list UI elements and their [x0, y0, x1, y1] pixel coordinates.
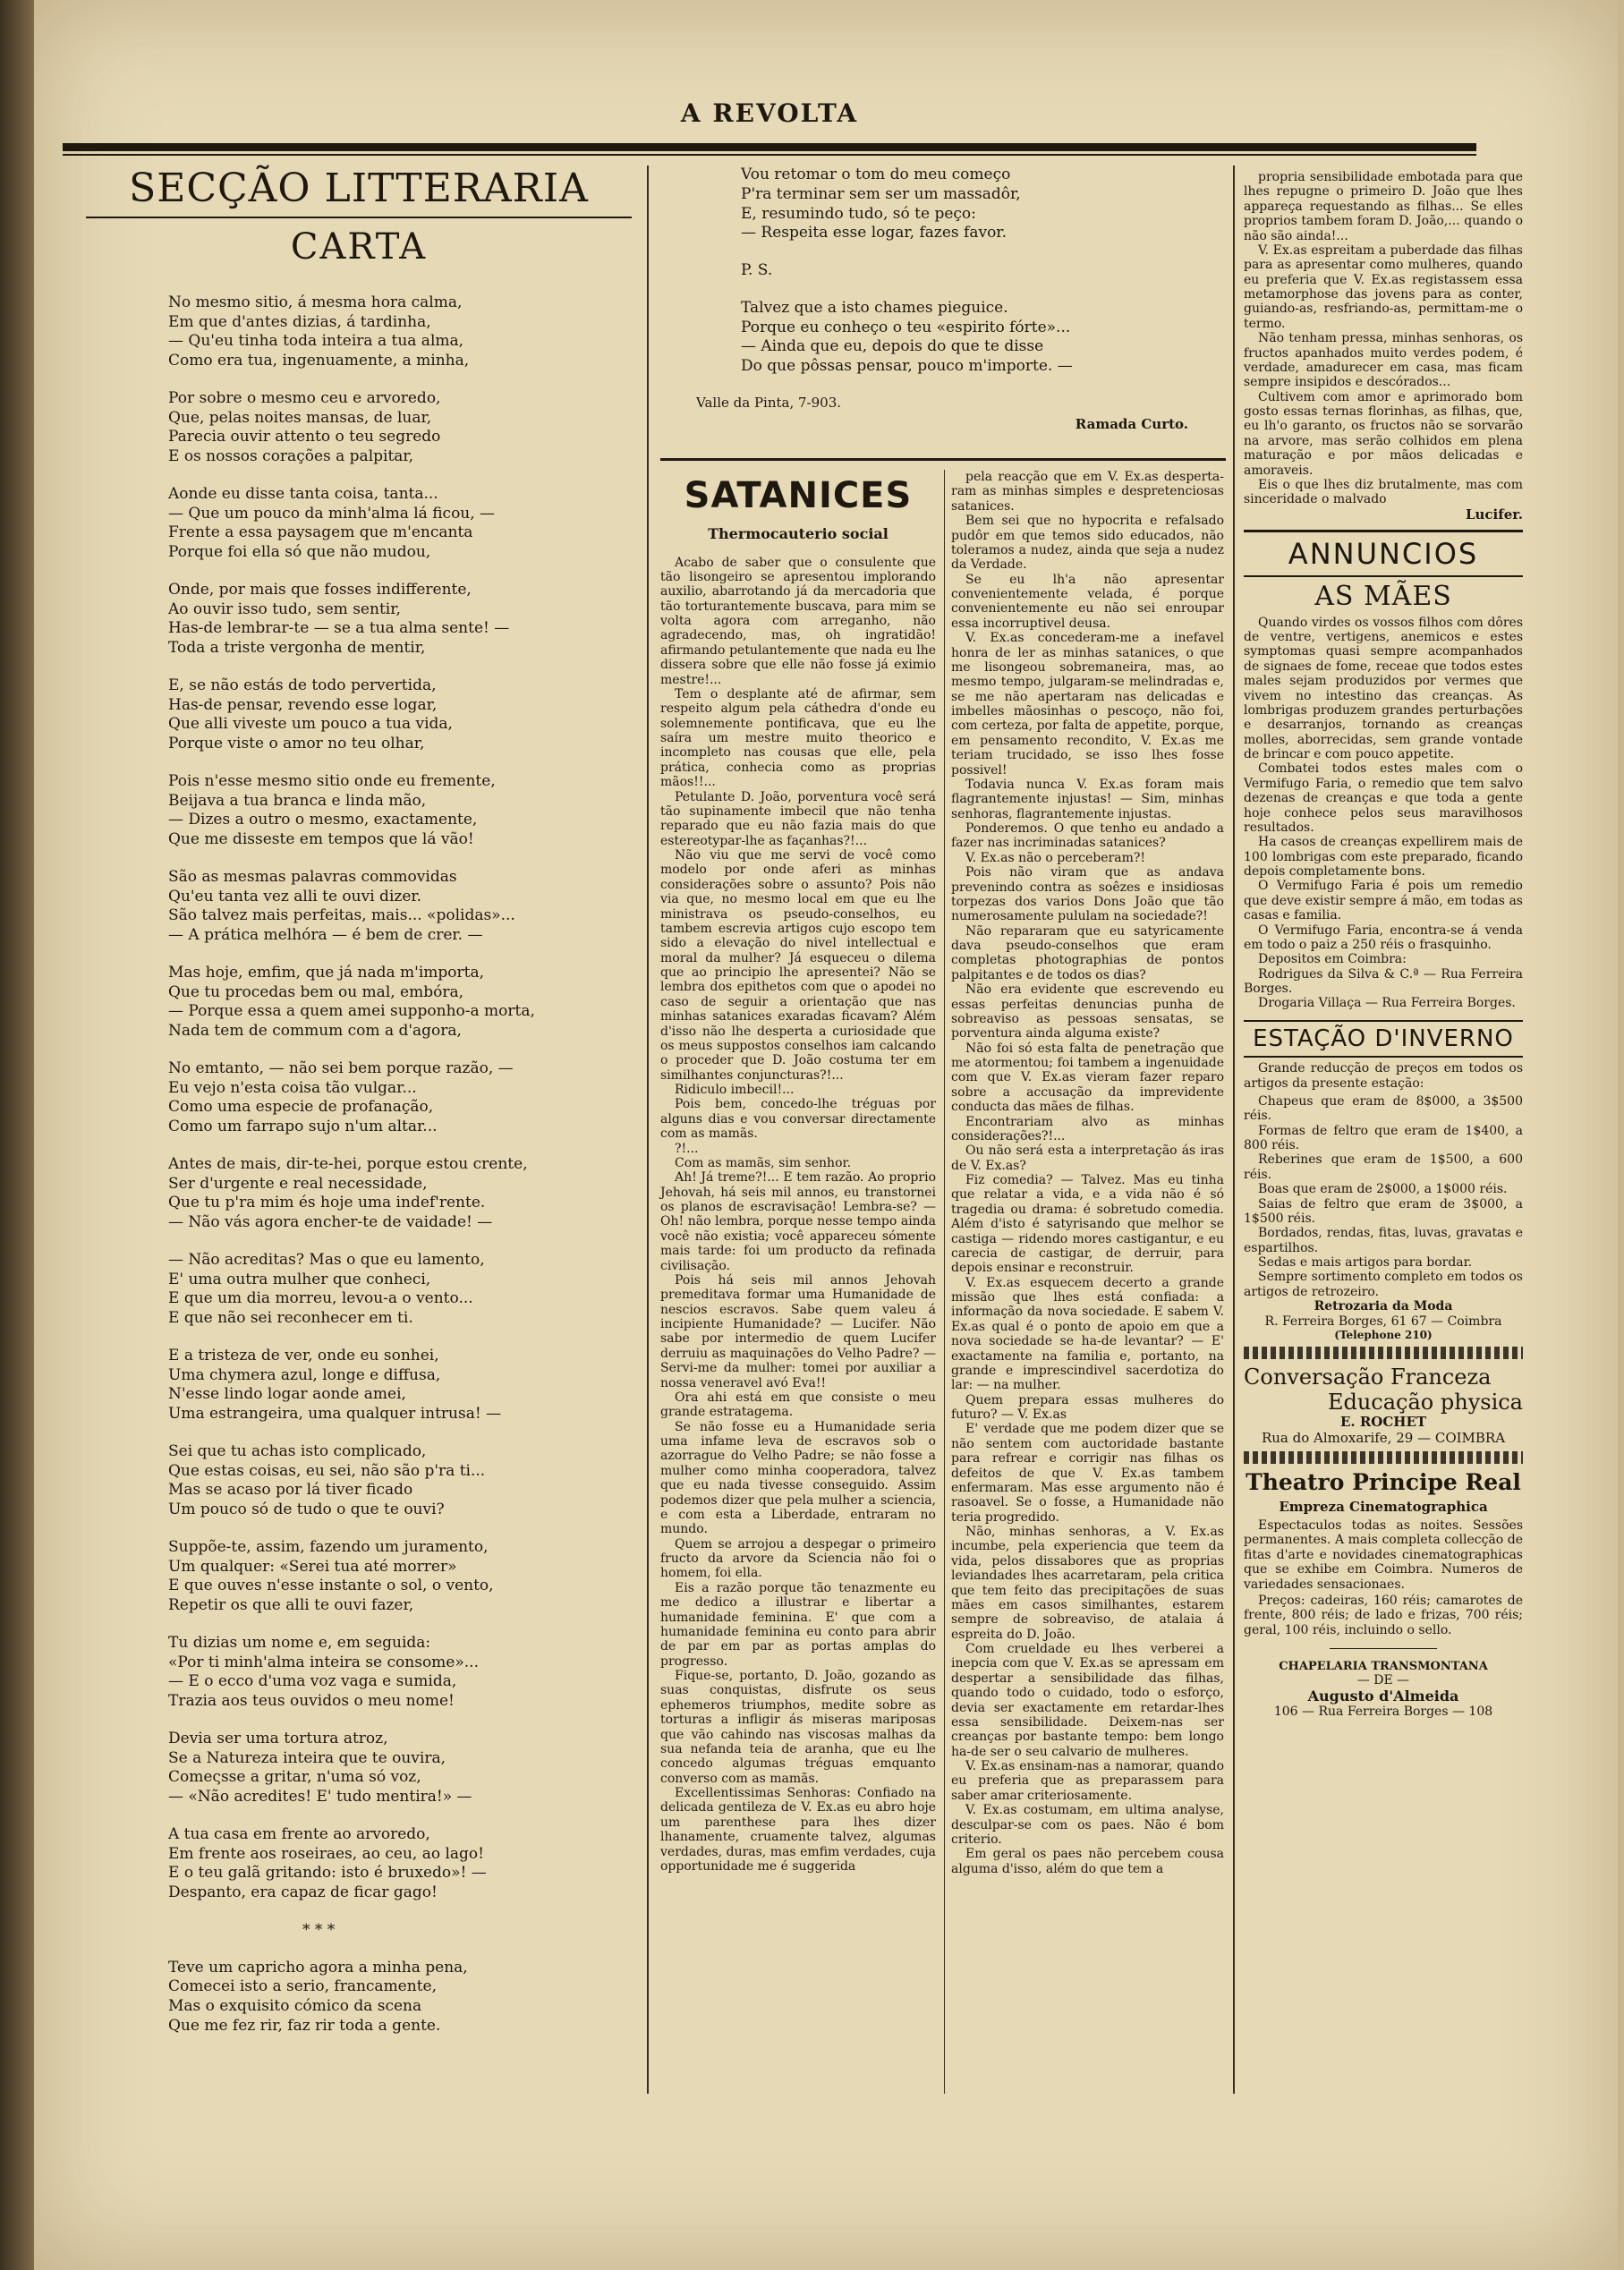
- poem-line: Devia ser uma tortura atroz,: [168, 1729, 388, 1747]
- paragraph: Sempre sortimento completo em todos os artigos de retrozeiro.: [1244, 1270, 1523, 1299]
- poem-stanza: [168, 1825, 632, 1903]
- poem-line: — Não acreditas? Mas o que eu lamento,: [168, 1250, 485, 1269]
- poem-line: Como um farrapo sujo n'um altar...: [168, 1118, 438, 1136]
- satanices-column-b: [951, 470, 1224, 1876]
- poem-line: Uma estrangeira, uma qualquer intrusa! —: [168, 1405, 502, 1424]
- paragraph: Ora ahi está em que consiste o meu grande estratagema.: [660, 1390, 936, 1420]
- poem-line: — Qu'eu tinha toda inteira a tua alma,: [168, 332, 464, 351]
- paragraph: Não viu que me servi de você como modelo por onde aferi as minhas considerações sobre o assunto? Pois não via que, no mesmo local em que eu lhe ministrava os pseudo-conselhos, eu tambem escrevia artigos cujo escopo tem sido a elevação do nivel intellectual e moral da mulher? Já esqueceu o dilema que ao principio lhe apresentei? Não se lembra dos epithetos com que o apodei no caso de seguir a orientação que nas minhas satanices exaradas ficavam? Além d'isso não lhe desperta a curiosidade que os meus suppostos conselhos iam calcando o proceder que D. João costuma ter em similhantes conjuncturas?!...: [660, 848, 936, 1083]
- estacao-items: [1244, 1094, 1523, 1299]
- paragraph: V. Ex.as costumam, em ultima analyse, desculpar-se com os paes. Não é bom criterio.: [951, 1803, 1224, 1847]
- poem-line: Qu'eu tanta vez alli te ouvi dizer.: [168, 887, 422, 905]
- poem-line: Antes de mais, dir-te-hei, porque estou crente,: [168, 1154, 528, 1173]
- poem-stanza: [741, 261, 1224, 281]
- paragraph: V. Ex.as espreitam a puberdade das filhas para as apresentar como mulheres, quando eu preferia que V. Ex.as registassem essa metamorphose das jovens para as conter, guiando-as, resfriando-as, permittam-me o termo.: [1244, 242, 1523, 331]
- paragraph: Em geral os paes não percebem cousa alguma d'isso, além do que tem a: [951, 1847, 1224, 1876]
- satanices-subtitle: Thermocauterio social: [708, 524, 889, 542]
- poem-line: N'esse lindo logar aonde amei,: [168, 1385, 406, 1404]
- poem-line: Como era tua, ingenuamente, a minha,: [168, 352, 470, 370]
- paragraph: pela reacção que em V. Ex.as desperta-ram as minhas simples e despretenciosas satanices.: [951, 470, 1224, 514]
- poem-line: Beijava a tua branca e linda mão,: [168, 791, 427, 810]
- newspaper-page: [34, 0, 1618, 2270]
- column-divider: [647, 166, 649, 2094]
- poem-line: — E o ecco d'uma voz vaga e sumida,: [168, 1672, 457, 1691]
- poem-stanza: [168, 293, 632, 371]
- ads-rule: [1244, 530, 1523, 532]
- poem-line: Mas se acaso por lá tiver ficado: [168, 1481, 413, 1500]
- poem-line: Ser d'urgente e real necessidade,: [168, 1174, 428, 1193]
- poem-line: Onde, por mais que fosses indifferente,: [168, 580, 472, 599]
- poem-stanza: [741, 299, 1224, 377]
- poem-line: Que estas coisas, eu sei, não são p'ra ti...: [168, 1461, 486, 1480]
- paragraph: O Vermifugo Faria, encontra-se á venda em todo o paiz a 250 réis o frasquinho.: [1244, 922, 1523, 952]
- theatro-subtitle: Empreza Cinematographica: [1279, 1498, 1488, 1515]
- poem-line: Em que d'antes dizias, á tardinha,: [168, 312, 431, 331]
- masthead-rule-thin: [63, 154, 1476, 156]
- paragraph: Sedas e mais artigos para bordar.: [1258, 1255, 1473, 1271]
- paragraph: Combatei todos estes males com o Vermifugo Faria, o remedio que tem salvo dezenas de creanças e que toda a gente hoje conhece pelos seus maravilhosos resultados.: [1244, 761, 1523, 835]
- poem-stanza: [168, 772, 632, 850]
- poem-line: Repetir os que alli te ouvi fazer,: [168, 1596, 414, 1615]
- section-title: SECÇÃO LITTERARIA: [129, 166, 589, 211]
- poem-line: * * *: [302, 1920, 336, 1939]
- paragraph: Drogaria Villaça — Rua Ferreira Borges.: [1258, 996, 1516, 1011]
- satanices-signature: Lucifer.: [1465, 506, 1523, 523]
- poem-line: Que me disseste em tempos que lá vão!: [168, 830, 474, 849]
- poem-line: — «Não acredites! E' tudo mentira!» —: [168, 1788, 472, 1807]
- poem-line: E os nossos corações a palpitar,: [168, 447, 414, 466]
- poem-stanza: [168, 1155, 632, 1233]
- satanices-text-a: [660, 556, 936, 1875]
- paragraph: Ah! Já treme?!... E tem razão. Ao proprio Jehovah, há seis mil annos, eu transtornei os planos de escravisação! Lembra-se? — Oh! não lembra, porque nesse tempo ainda você não existia; você appareceu sómente mais tarde: foi um producto da refinada civilisação.: [660, 1170, 936, 1273]
- poem-author: Ramada Curto.: [1075, 415, 1188, 432]
- poem-line: — A prática melhóra — é bem de crer. —: [168, 926, 483, 945]
- poem-line: P'ra terminar sem ser um massadôr,: [741, 184, 1021, 203]
- satanices-column-a: [660, 470, 936, 1874]
- poem-line: Se a Natureza inteira que te ouvira,: [168, 1748, 446, 1767]
- poem-line: — Dizes a outro o mesmo, exactamente,: [168, 811, 478, 829]
- poem-continuation-body: [660, 166, 1224, 377]
- paragraph: Boas que eram de 2$000, a 1$000 réis.: [1258, 1182, 1508, 1197]
- poem-line: Ao ouvir isso tudo, sem sentir,: [168, 599, 401, 618]
- paragraph: V. Ex.as concederam-me a inefavel honra de ler as minhas satanices, o que me lisongeou sobremaneira, mas, ao mesmo tempo, julgaram-se melindradas e, se me não apertaram nas delicadas e imbelles mãosinhas o pescoço, não foi, com certeza, por falta de appetite, porque, em pensamento recondito, V. Ex.as me teriam trucidado, se isso lhes fosse possivel!: [951, 631, 1224, 778]
- paragraph: E' verdade que me podem dizer que se não sentem com auctoridade bastante para refrear e corrigir nas filhas os defeitos de que V. Ex.as tambem enfermaram. Mas esse argumento não é rasoavel. Se o fosse, a Humanidade não teria progredido.: [951, 1422, 1224, 1525]
- masthead: A REVOLTA: [680, 98, 859, 128]
- rochet-address: Rua do Almoxarife, 29 — COIMBRA: [1261, 1429, 1506, 1446]
- section-rule: [86, 217, 632, 218]
- chapelaria-de: — DE —: [1356, 1673, 1410, 1688]
- poem-line: Comeςsse a gritar, n'uma só voz,: [168, 1768, 421, 1787]
- paragraph: Quando virdes os vossos filhos com dôres de ventre, vertigens, anemicos e estes symptomas quasi sempre acompanhados de signaes de fome, receae que todos estes males sejam produzidos por vermes que vivem no intestino das creanças. As lombrigas produzem grandes perturbações e desarranjos, tornando as creanças molles, aborrecidas, sem grande vontade de brincar e com pouco appetite.: [1244, 615, 1523, 762]
- paragraph: Com crueldade eu lhes verberei a inepcia com que V. Ex.as se apressam em despertar a sensibilidade das filhas, quando todo o cuidado, todo o esforço, devia ser exactamente em retardar-lhes essa sensibilidade. Deixem-nas ser creanças por bastante tempo: bem longo ha-de ser o seu calvario de mulheres.: [951, 1642, 1224, 1759]
- paragraph: Todavia nunca V. Ex.as foram mais flagrantemente injustas! — Sim, minhas senhoras, flagrantemente injustas.: [951, 777, 1224, 821]
- poem-stanza: [168, 1059, 632, 1137]
- poem-stanza: [168, 485, 632, 563]
- poem-line: — Respeita esse logar, fazes favor.: [741, 224, 1007, 242]
- ornament-divider-2: [1244, 1451, 1523, 1464]
- poem-line: Parecia ouvir attento o teu segredo: [168, 428, 441, 446]
- paragraph: Formas de feltro que eram de 1$400, a 800 réis.: [1244, 1123, 1523, 1153]
- ornament-divider: [1244, 1347, 1523, 1359]
- poem-line: Has-de pensar, revendo esse logar,: [168, 695, 438, 714]
- chapelaria-rule: [1330, 1648, 1437, 1649]
- poem-line: Do que pôssas pensar, pouco m'importe. —: [741, 357, 1073, 375]
- poem-stanza: [741, 166, 1224, 243]
- estacao-rule-2: [1244, 1056, 1523, 1058]
- poem-line: — Não vás agora encher-te de vaidade! —: [168, 1213, 493, 1232]
- poem-stanza: [168, 868, 632, 946]
- poem-line: Que tu procedas bem ou mal, embóra,: [168, 982, 464, 1001]
- poem-line: E que um dia morreu, levou-a o vento...: [168, 1289, 473, 1308]
- poem-line: Frente a essa paysagem que m'encanta: [168, 523, 473, 542]
- paragraph: Tem o desplante até de afirmar, sem respeito algum pela cáthedra d'onde eu solemnemente pontificava, que eu lhe saíra um mestre muito theorico e incompleto nas cousas que elle, pela prática, conhecia como as proprias mãos!!...: [660, 686, 936, 790]
- paragraph: Quem se arrojou a despegar o primeiro fructo da arvore da Sciencia não foi o homem, foi ella.: [660, 1536, 936, 1581]
- poem-stanza: [168, 1959, 632, 2036]
- column-divider-3: [1233, 166, 1235, 2094]
- chapelaria-name: Augusto d'Almeida: [1307, 1687, 1459, 1705]
- paragraph: Pois bem, concedo-lhe tréguas por alguns dias e vou conversar directamente com as mamãs.: [660, 1097, 936, 1142]
- satanices-title: SATANICES: [684, 475, 913, 516]
- estacao-title: ESTAÇÃO D'INVERNO: [1253, 1024, 1514, 1052]
- paragraph: V. Ex.as ensinam-nas a namorar, quando eu preferia que as preparassem para saber amar criteriosamente.: [951, 1759, 1224, 1803]
- poem-line: Suppõe-te, assim, fazendo um juramento,: [168, 1537, 489, 1556]
- poem-continuation: [660, 166, 1224, 432]
- poem-line: — Porque essa a quem amei supponho-a morta,: [168, 1002, 535, 1021]
- right-column: [1244, 170, 1523, 1720]
- poem-stanza: [168, 1347, 632, 1424]
- poem-line: Pois n'esse mesmo sitio onde eu fremente,: [168, 771, 496, 790]
- paragraph: Se não fosse eu a Humanidade seria uma infame leva de escravos sob o azorrague do Velho Padre; se não fosse a mulher como minha cooperadora, talvez que eu nada tivesse conseguido. Assim podemos dizer que pela mulher a sciencia, e com esta a Liberdade, entraram no mundo.: [660, 1419, 936, 1537]
- poem-line: Que me fez rir, faz rir toda a gente.: [168, 2016, 441, 2035]
- paragraph: Se eu lh'a não apresentar convenientemente velada, é porque convenientemente eu não sei enroupar essa incorruptivel deusa.: [951, 572, 1224, 631]
- paragraph: Quem prepara essas mulheres do futuro? — V. Ex.as: [951, 1392, 1224, 1422]
- paragraph: Eis o que lhes diz brutalmente, mas com sinceridade o malvado: [1244, 477, 1523, 507]
- poem-line: Tu dizias um nome e, em seguida:: [168, 1633, 431, 1652]
- paragraph: Não era evidente que escrevendo eu essas perfeitas denuncias punha de sobreaviso as pessoas sensatas, se porventura ainda alguma existe?: [951, 982, 1224, 1041]
- poem-line: Trazia aos teus ouvidos o meu nome!: [168, 1692, 455, 1711]
- poem-stanza: [168, 1634, 632, 1712]
- chapelaria-address: 106 — Rua Ferreira Borges — 108: [1273, 1705, 1493, 1720]
- poem-line: Que alli viveste um pouco a tua vida,: [168, 715, 453, 734]
- paragraph: Depositos em Coimbra:: [1258, 952, 1407, 967]
- poem-line: Talvez que a isto chames pieguice.: [741, 298, 1008, 317]
- paragraph: Ou não será esta a interpretação ás iras de V. Ex.as?: [951, 1144, 1224, 1173]
- estacao-intro: Grande reducção de preços em todos os artigos da presente estação:: [1244, 1061, 1523, 1091]
- poem-title: CARTA: [290, 225, 428, 268]
- poem-column: [86, 166, 632, 2054]
- paragraph: Rodrigues da Silva & C.ª — Rua Ferreira Borges.: [1244, 966, 1523, 997]
- paragraph: Saias de feltro que eram de 3$000, a 1$500 réis.: [1244, 1196, 1523, 1226]
- maes-body: [1244, 616, 1523, 1011]
- poem-stanza: [168, 964, 632, 1041]
- poem-line: — Que um pouco da minh'alma lá ficou, —: [168, 504, 496, 523]
- poem-stanza: [168, 1538, 632, 1616]
- poem-line: Porque eu conheço o teu «espirito fórte»...: [741, 318, 1071, 336]
- paragraph: Excellentissimas Senhoras: Confiado na delicada gentileza de V. Ex.as eu abro hoje um parenthese para lhes dizer lhanamente, cruamente talvez, algumas verdades, duras, mas emfim verdades, cuja opportunidade me é suggerida: [660, 1786, 936, 1874]
- paragraph: V. Ex.as esquecem decerto a grande missão que lhes está confiada: a informação da nova sociedade. E sabem V. Ex.as qual é o ponto de apoio em que a nova sociedade se ha-de levantar? — E' exactamente na familia e, portanto, na grande e imprescindivel sacerdotiza do lar: — na mulher.: [951, 1275, 1224, 1393]
- paragraph: Pois há seis mil annos Jehovah premeditava formar uma Humanidade de nescios escravos. Sabe quem valeu á incipiente Humanidade? — Lucifer. Não sabe por intermedio de quem Lucifer derruiu as maquinações do Velho Padre? — Servi-me da mulher: tomei por auxiliar a nossa veneravel avó Eva!!: [660, 1272, 936, 1390]
- satanices-top-rule: [660, 458, 1226, 461]
- estacao-address: R. Ferreira Borges, 61 67 — Coimbra: [1264, 1314, 1502, 1329]
- paragraph: Não, minhas senhoras, a V. Ex.as incumbe, pela experiencia que teem da vida, pelos dissabores que as proprias leviandades lhes acarretaram, pela critica que tem feito das precipitações de suas mães em casos similhantes, estarem sempre de sobreaviso, de atalaia á espreita do D. João.: [951, 1525, 1224, 1642]
- poem-line: Sei que tu achas isto complicado,: [168, 1441, 427, 1460]
- poem-line: P. S.: [741, 261, 773, 279]
- poem-stanza: [168, 1921, 632, 1941]
- rochet-line2: Educação physica: [1327, 1390, 1523, 1416]
- poem-line: E, se não estás de todo pervertida,: [168, 676, 437, 694]
- paragraph: Ponderemos. O que tenho eu andado a fazer nas incriminadas satanices?: [951, 821, 1224, 851]
- poem-line: Comecei isto a serio, francamente,: [168, 1977, 437, 1996]
- paragraph: Pois não viram que as andava prevenindo contra as soêzes e insidiosas torpezas dos varios Dons João que tão numerosamente pululam na sociedade?!: [951, 865, 1224, 924]
- paragraph: Reberines que eram de 1$500, a 600 réis.: [1244, 1152, 1523, 1182]
- chapelaria-title: CHAPELARIA TRANSMONTANA: [1279, 1660, 1488, 1674]
- satanices-text-c: [1244, 170, 1523, 507]
- poem-line: Toda a triste vergonha de mentir,: [168, 639, 426, 658]
- poem-body: [86, 293, 632, 2036]
- paragraph: Petulante D. João, porventura você será tão supinamente imbecil que não tenha reparado que eu não fazia mais do que estereotypar-lhe as façanhas?!...: [660, 789, 936, 848]
- poem-line: Em frente aos roseiraes, ao ceu, ao lago!: [168, 1844, 484, 1863]
- poem-line: Eu vejo n'esta coisa tão vulgar...: [168, 1078, 417, 1097]
- poem-line: E que ouves n'esse instante o sol, o vento,: [168, 1577, 494, 1595]
- poem-line: Has-de lembrar-te — se a tua alma sente! —: [168, 619, 510, 638]
- poem-line: Mas hoje, emfim, que já nada m'importa,: [168, 963, 485, 982]
- rochet-name: E. ROCHET: [1339, 1414, 1427, 1431]
- poem-line: Vou retomar o tom do meu começo: [741, 166, 1011, 183]
- rochet-line1: Conversação Franceza: [1244, 1365, 1492, 1390]
- poem-line: São as mesmas palavras commovidas: [168, 867, 457, 886]
- poem-line: Como uma especie de profanação,: [168, 1098, 434, 1117]
- poem-line: Porque viste o amor no teu olhar,: [168, 735, 425, 753]
- poem-line: Que tu p'ra mim és hoje uma indef'rente.: [168, 1194, 486, 1212]
- column-divider-2: [944, 470, 945, 2094]
- maes-title: AS MÃES: [1314, 580, 1452, 612]
- estacao-shop: Retrozaria da Moda: [1314, 1299, 1453, 1314]
- theatro-body: Espectaculos todas as noites. Sessões permanentes. A mais completa collecção de fitas d'arte e novidades cinematographicas que se exhibe em Coimbra. Numeros de variedades sensacionaes.: [1244, 1518, 1523, 1592]
- poem-stanza: [168, 1251, 632, 1329]
- poem-line: E que não sei reconhecer em ti.: [168, 1309, 413, 1328]
- paragraph: Ha casos de creanças expellirem mais de 100 lombrigas com este preparado, ficando depois completamente bons.: [1244, 835, 1523, 880]
- theatro-prices: Preços: cadeiras, 160 réis; camarotes de frente, 800 réis; de lado e frizas, 700 réis; geral, 100 réis, incluindo o sello.: [1244, 1593, 1523, 1637]
- paragraph: Com as mamãs, sim senhor.: [675, 1155, 852, 1170]
- paragraph: O Vermifugo Faria é pois um remedio que deve existir sempre á mão, em todas as casas e familia.: [1244, 879, 1523, 923]
- annuncios-title: ANNUNCIOS: [1288, 537, 1479, 572]
- poem-line: E a tristeza de ver, onde eu sonhei,: [168, 1346, 439, 1365]
- poem-line: Mas o exquisito cómico da scena: [168, 1997, 422, 2016]
- poem-line: Um pouco só de tudo o que te ouvi?: [168, 1501, 445, 1519]
- poem-line: São talvez mais perfeitas, mais... «polidas»...: [168, 906, 515, 925]
- paragraph: propria sensibilidade embotada para que lhes repugne o primeiro D. João que lhes appareça requestando as filhas... Se elles proprios tambem foram D. João,... quando o não são ainda!...: [1244, 170, 1523, 243]
- poem-line: Por sobre o mesmo ceu e arvoredo,: [168, 388, 441, 407]
- paragraph: Fique-se, portanto, D. João, gozando as suas conquistas, disfrute os seus ephemeros triumphos, medite sobre as torturas a infligir ás miseras mariposas que vão cahindo nas viscosas malhas da sua nefanda teia de aranha, que eu lhe concedo algumas tréguas emquanto converso com as mamãs.: [660, 1669, 936, 1786]
- paragraph: Eis a razão porque tão tenazmente eu me dedico a illustrar e libertar a humanidade feminina. E' que com a humanidade feminina eu conto para abrir de par em par as portas amplas do progresso.: [660, 1580, 936, 1669]
- paragraph: Fiz comedia? — Talvez. Mas eu tinha que relatar a vida, e a vida não é só tragedia ou drama: é sobretudo comedia. Além d'isto é satyrisando que melhor se castiga — ridendo mores castigantur, e eu carecia de castigar, de derruir, para depois ensinar e reconstruir.: [951, 1173, 1224, 1276]
- poem-stanza: [168, 1442, 632, 1520]
- poem-line: No emtanto, — não sei bem porque razão, —: [168, 1058, 514, 1077]
- poem-line: Despanto, era capaz de ficar gago!: [168, 1883, 438, 1902]
- paragraph: Encontrariam alvo as minhas considerações?!...: [951, 1114, 1224, 1144]
- poem-stanza: [168, 676, 632, 754]
- estacao-phone: (Telephone 210): [1334, 1328, 1433, 1341]
- paragraph: Ridiculo imbecil!...: [675, 1083, 795, 1098]
- paragraph: Bordados, rendas, fitas, luvas, gravatas e espartilhos.: [1244, 1226, 1523, 1255]
- paragraph: Acabo de saber que o consulente que tão lisongeiro se apresentou implorando auxilio, abarrotando já da mercadoria que tão torturantemente buscava, para mim se volta agora com arreganho, não agradecendo, mas, oh ingratidão! afirmando petulantemente que nada eu lhe dissera sobre que elle não fosse já eximio mestre!...: [660, 555, 936, 687]
- poem-line: Teve um capricho agora a minha pena,: [168, 1958, 468, 1977]
- poem-line: Que, pelas noites mansas, de luar,: [168, 408, 432, 427]
- poem-line: A tua casa em frente ao arvoredo,: [168, 1824, 430, 1843]
- paragraph: Não repararam que eu satyricamente dava pseudo-conselhos que eram completas photographias de pontos palpitantes e de todos os dias?: [951, 923, 1224, 982]
- paragraph: Não foi só esta falta de penetração que me atormentou; foi tambem a ingenuidade com que V. Ex.as vieram fazer reparo sobre a accusação da imprevidente conducta das mães de filhas.: [951, 1041, 1224, 1115]
- poem-line: «Por ti minh'alma inteira se consome»...: [168, 1653, 479, 1671]
- poem-stanza: [168, 1730, 632, 1807]
- annuncios-rule: [1244, 575, 1523, 577]
- paragraph: Não tenham pressa, minhas senhoras, os fructos apanhados muito verdes podem, é verdade, amadurecer em casa, mas ficam sempre insipidos e descórados...: [1244, 331, 1523, 390]
- estacao-rule: [1244, 1020, 1523, 1022]
- paragraph: Chapeus que eram de 8$000, a 3$500 réis.: [1244, 1093, 1523, 1124]
- poem-line: Porque foi ella só que não mudou,: [168, 543, 431, 562]
- theatro-title: Theatro Principe Real: [1246, 1469, 1521, 1496]
- poem-line: No mesmo sitio, á mesma hora calma,: [168, 293, 463, 311]
- poem-line: Uma chymera azul, longe e diffusa,: [168, 1365, 441, 1384]
- masthead-rule: [63, 143, 1476, 151]
- paragraph: Bem sei que no hypocrita e refalsado pudôr em que temos sido educados, não toleramos a nudez, ainda que seja a nudez da Verdade.: [951, 514, 1224, 573]
- poem-line: Nada tem de commum com a d'agora,: [168, 1022, 462, 1041]
- poem-line: E' uma outra mulher que conheci,: [168, 1270, 431, 1288]
- poem-stanza: [168, 389, 632, 467]
- poem-line: E, resumindo tudo, só te peço:: [741, 204, 976, 223]
- paragraph: Cultivem com amor e aprimorado bom gosto essas ternas florinhas, as filhas, que, eu lh'o garanto, os fructos não se sorvarão na arvore, mas serão colhidos em plena maturação e por mãos delicadas e amoraveis.: [1244, 389, 1523, 478]
- poem-line: — Ainda que eu, depois do que te disse: [741, 337, 1044, 356]
- poem-line: Aonde eu disse tanta coisa, tanta...: [168, 484, 438, 503]
- paragraph: V. Ex.as não o perceberam?!: [965, 850, 1145, 865]
- place-date: Valle da Pinta, 7-903.: [696, 394, 842, 411]
- poem-stanza: [168, 581, 632, 659]
- paragraph: ?!...: [675, 1141, 699, 1156]
- poem-line: Um qualquer: «Serei tua até morrer»: [168, 1557, 457, 1576]
- poem-line: E o teu galã gritando: isto é bruxedo»! —: [168, 1864, 487, 1883]
